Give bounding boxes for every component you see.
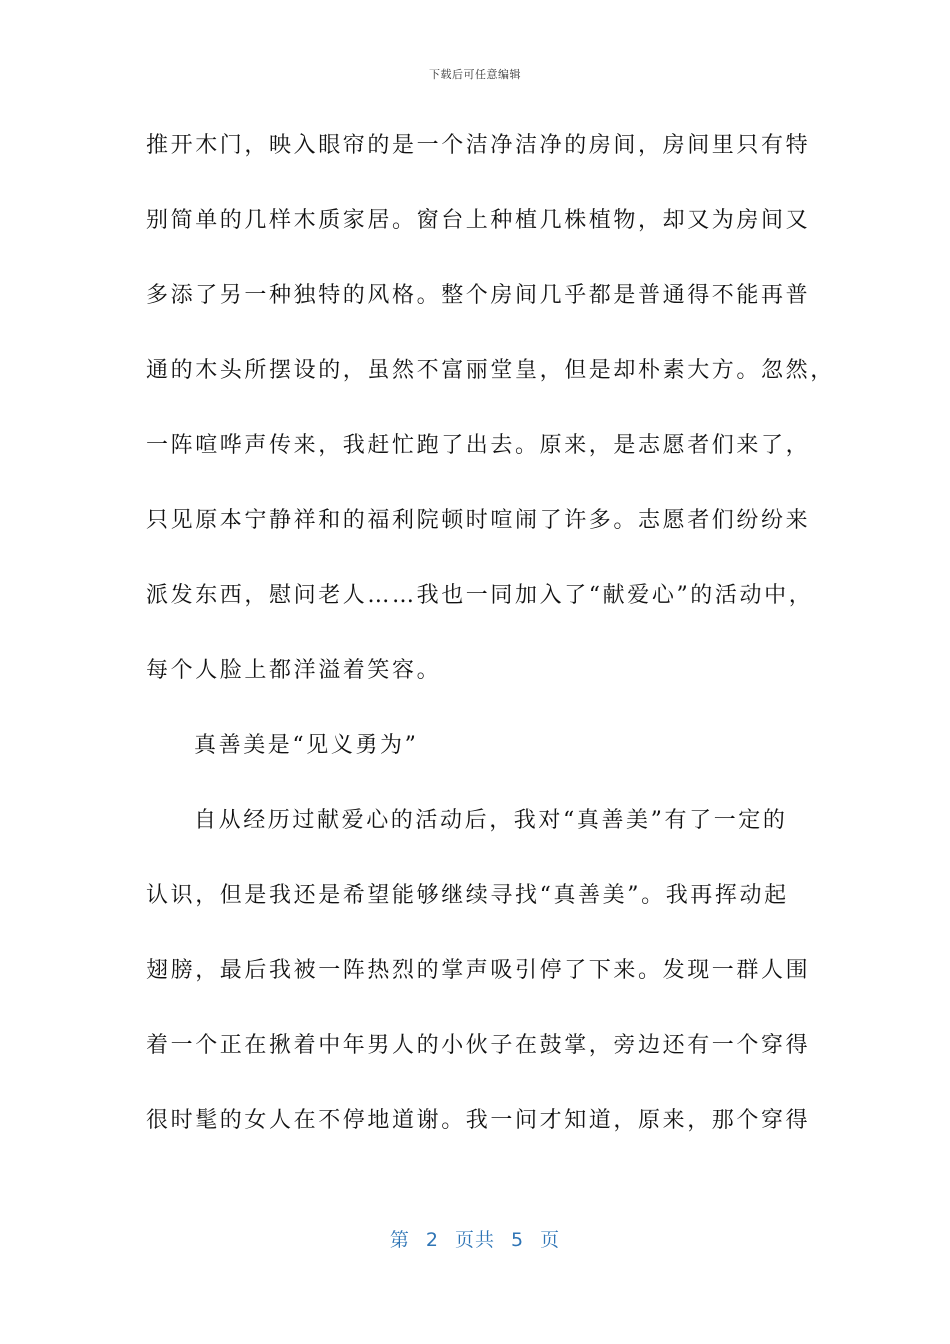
text-line: 认识，但是我还是希望能够继续寻找“真善美”。我再挥动起	[146, 883, 789, 908]
text-line: 着一个正在揪着中年男人的小伙子在鼓掌，旁边还有一个穿得	[146, 1033, 811, 1058]
text-line: 很时髦的女人在不停地道谢。我一问才知道，原来，那个穿得	[146, 1108, 811, 1133]
footer-total-pages: 5	[511, 1229, 525, 1251]
text-line: 只见原本宁静祥和的福利院顿时喧闹了许多。志愿者们纷纷来	[146, 508, 811, 533]
text-line: 翅膀，最后我被一阵热烈的掌声吸引停了下来。发现一群人围	[146, 958, 811, 983]
text-line: 多添了另一种独特的风格。整个房间几乎都是普通得不能再普	[146, 283, 811, 308]
footer-page-number: 2	[425, 1229, 439, 1251]
text-line: 自从经历过献爱心的活动后，我对“真善美”有了一定的	[194, 808, 788, 833]
section-heading: 真善美是“见义勇为”	[194, 733, 419, 758]
page-footer	[0, 1225, 950, 1252]
text-line: 一阵喧哗声传来，我赶忙跑了出去。原来，是志愿者们来了，	[146, 433, 811, 458]
text-line: 别简单的几样木质家居。窗台上种植几株植物，却又为房间又	[146, 208, 811, 233]
text-line: 通的木头所摆设的，虽然不富丽堂皇，但是却朴素大方。忽然，	[146, 358, 835, 383]
footer-prefix: 第	[389, 1229, 410, 1251]
page-header: 下载后可任意编辑	[429, 68, 521, 81]
text-line: 每个人脸上都洋溢着笑容。	[146, 658, 442, 683]
text-line: 派发东西，慰问老人……我也一同加入了“献爱心”的活动中，	[146, 583, 814, 608]
document-body	[146, 120, 835, 1170]
footer-suffix: 页	[540, 1229, 561, 1251]
text-line: 推开木门，映入眼帘的是一个洁净洁净的房间，房间里只有特	[146, 133, 811, 158]
footer-middle: 页共	[454, 1229, 495, 1251]
